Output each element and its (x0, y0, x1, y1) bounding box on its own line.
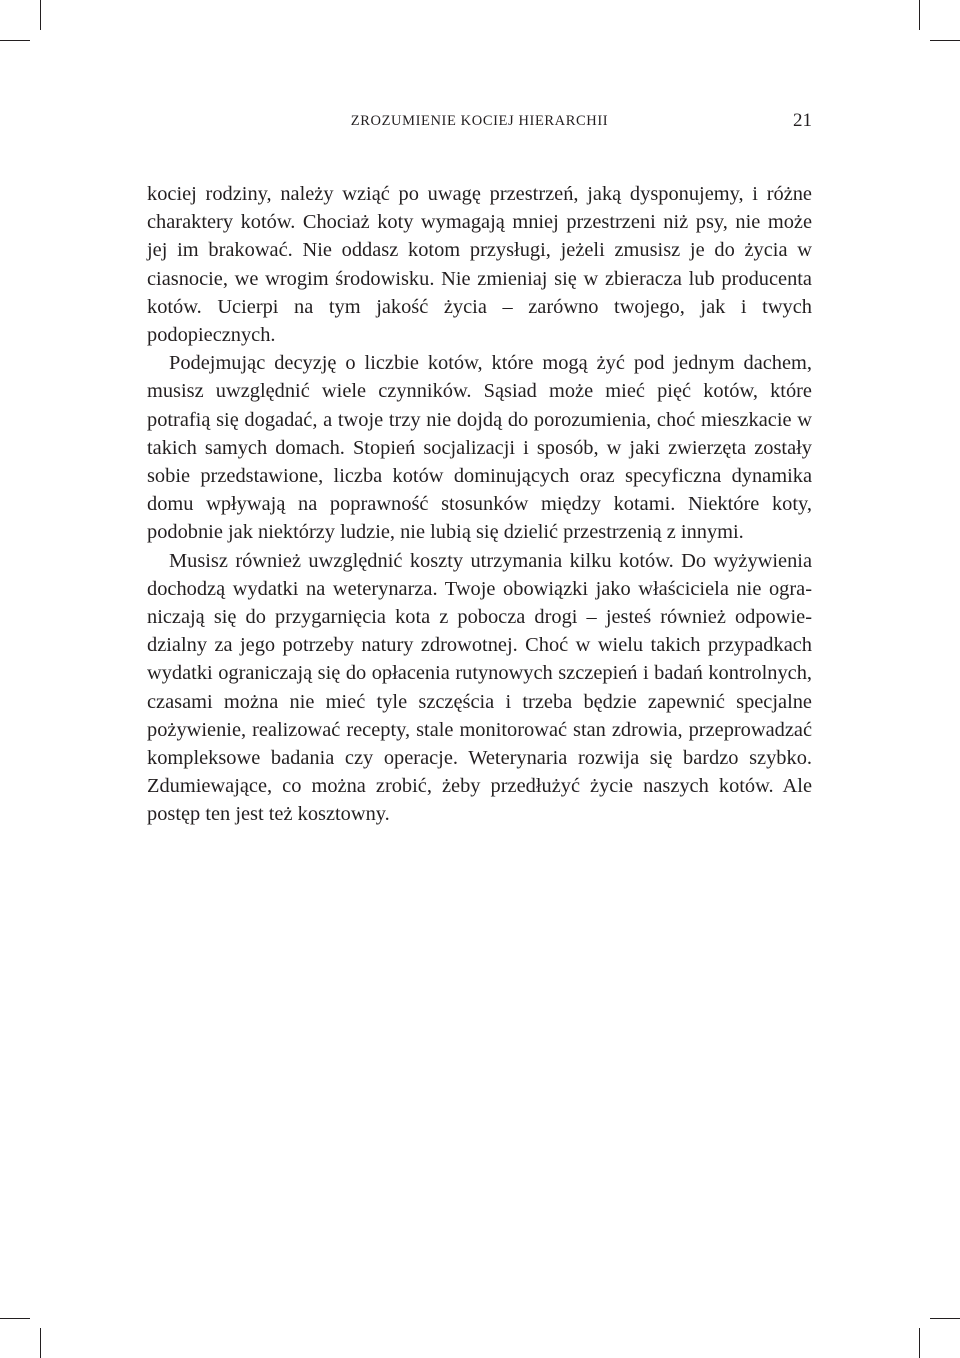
running-title: ZROZUMIENIE KOCIEJ HIERARCHII (350, 113, 609, 129)
paragraph-1: kociej rodziny, należy wziąć po uwagę przestrzeń, jaką dysponujemy, i różne charaktery kotów. Chociaż koty wymagają mniej przestrzeni niż psy, nie może jej im brakować. Nie oddasz kotom przysługi, jeżeli zmusisz je do życia w ciasnocie, we wrogim środowisku. Nie zmieniaj się w zbieracza lub producenta kotów. Ucierpi na tym jakość życia – zarówno twojego, jak i twych podopiecznych. (147, 183, 812, 347)
paragraph-2: Podejmując decyzję o liczbie kotów, które mogą żyć pod jednym dachem, musisz uwzględnić wiele czynników. Sąsiad może mieć pięć kotów, które potrafią się dogadać, a twoje trzy nie dojdą do porozumienia, choć mieszkacie w takich samych domach. Stopień socjalizacji i sposób, w jaki zwierzęta zostały sobie przedstawione, liczba kotów dominujących oraz specyficzna dynamika domu wpływają na poprawność stosunków między kotami. Niektóre koty, podobnie jak niektórzy ludzie, nie lubią się dzielić przestrzenią z innymi. (147, 352, 812, 544)
crop-mark-bottom-right-vertical (919, 1328, 920, 1358)
body-text (147, 180, 812, 829)
crop-mark-bottom-left-vertical (40, 1328, 41, 1358)
crop-mark-top-right-horizontal (930, 40, 960, 41)
crop-mark-top-right-vertical (919, 0, 920, 30)
crop-mark-top-left-horizontal (0, 40, 30, 41)
paragraph-3: Musisz również uwzględnić koszty utrzymania kilku kotów. Do wyżywienia dochodzą wydatki na weterynarza. Twoje obowiązki jako właściciela nie ograniczają się do przygarnięcia kota z pobocza drogi – jesteś również odpowiedzialny za jego potrzeby natury zdrowotnej. Choć w wielu takich przypadkach wydatki ograniczają się do opłacenia rutynowych szczepień i badań kontrolnych, czasami można nie mieć tyle szczęścia i trzeba będzie zapewnić specjalne pożywienie, realizować recepty, stale monitorować stan zdrowia, przeprowadzać kompleksowe badania czy operacje. Weterynaria rozwija się bardzo szybko. Zdumiewające, co można zrobić, żeby przedłużyć życie naszych kotów. Ale postęp ten jest też kosztowny. (147, 549, 812, 826)
crop-mark-top-left-vertical (40, 0, 41, 30)
crop-mark-bottom-right-horizontal (930, 1318, 960, 1319)
running-head (147, 107, 812, 135)
page-number: 21 (793, 110, 812, 131)
crop-mark-bottom-left-horizontal (0, 1318, 30, 1319)
